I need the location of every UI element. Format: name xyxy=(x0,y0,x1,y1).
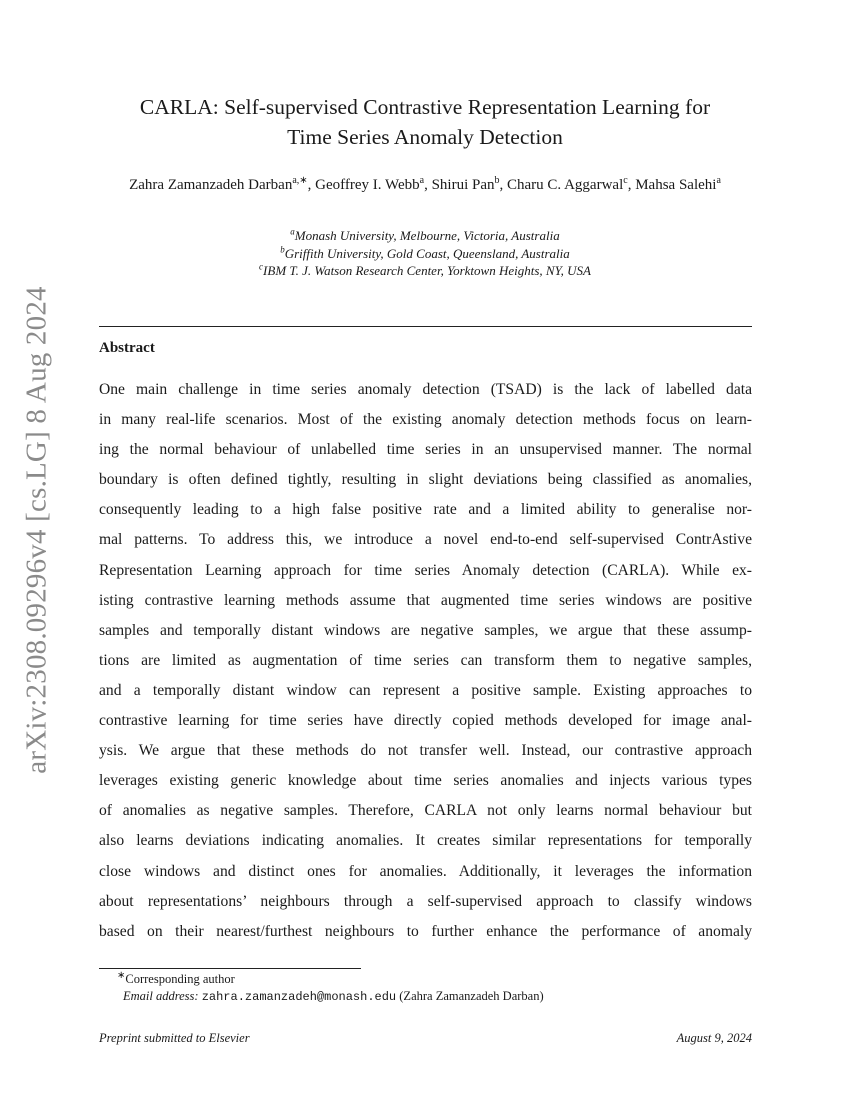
footnote-rule xyxy=(99,968,361,969)
affiliation: $^a$Monash University, Melbourne, Victoria, Australia xyxy=(290,226,560,243)
abstract-heading: Abstract xyxy=(99,340,155,356)
abstract-top-rule xyxy=(99,326,752,327)
affiliation: $^c$IBM T. J. Watson Research Center, Yorktown Heights, NY, USA xyxy=(259,261,591,278)
abstract-line: about representations’ neighbours through a self-supervised approach to classify windows xyxy=(99,892,752,910)
author-list xyxy=(96,175,754,196)
abstract-line: leverages existing generic knowledge about time series anomalies and injects various types xyxy=(99,772,752,790)
author: Zahra Zamanzadeh Darban$^{a,∗}$, xyxy=(129,175,316,193)
abstract-line: of anomalies as negative samples. Therefore, CARLA not only learns normal behaviour but xyxy=(99,802,752,820)
abstract-line: consequently leading to a high false positive rate and a limited ability to generalise nor- xyxy=(99,501,752,519)
abstract-line: ysis. We argue that these methods do not transfer well. Instead, our contrastive approach xyxy=(99,742,752,760)
abstract-line: in many real-life scenarios. Most of the existing anomaly detection methods focus on learn- xyxy=(99,411,752,429)
preprint-date: August 9, 2024 xyxy=(676,1031,752,1045)
abstract-line: isting contrastive learning methods assume that augmented time series windows are positive xyxy=(99,591,752,609)
abstract-line: also learns deviations indicating anomalies. It creates similar representations for temporally xyxy=(99,832,752,850)
abstract-line: ing the normal behaviour of unlabelled time series in an unsupervised manner. The normal xyxy=(99,441,752,459)
paper-title xyxy=(100,92,750,152)
title-line: CARLA: Self-supervised Contrastive Representation Learning for xyxy=(139,95,711,119)
preprint-note: Preprint submitted to Elsevier xyxy=(99,1031,250,1045)
abstract-line: mal patterns. To address this, we introduce a novel end-to-end self-supervised ContrAstive xyxy=(99,531,752,549)
abstract-line: samples and temporally distant windows are negative samples, we argue that these assump- xyxy=(99,621,752,639)
author: Mahsa Salehi$^a$ xyxy=(635,175,721,193)
abstract-line: based on their nearest/furthest neighbours to further enhance the performance of anomaly xyxy=(99,922,752,940)
author-email-link[interactable]: zahra.zamanzadeh@monash.edu xyxy=(201,990,397,1004)
affiliation: $^b$Griffith University, Gold Coast, Queensland, Australia xyxy=(280,244,570,261)
abstract-line: contrastive learning for time series have directly copied methods developed for image anal- xyxy=(99,712,752,730)
affiliation-list xyxy=(100,227,750,280)
author: Charu C. Aggarwal$^c$, xyxy=(507,175,636,193)
abstract-line: Representation Learning approach for time series Anomaly detection (CARLA). While ex- xyxy=(99,561,752,579)
corresponding-author-note: ∗Corresponding author xyxy=(117,969,235,986)
abstract-line: boundary is often defined tightly, resulting in slight deviations being classified as anomalies, xyxy=(99,471,752,489)
abstract-body xyxy=(99,375,752,947)
author: Shirui Pan$^b$, xyxy=(431,175,508,193)
abstract-line: close windows and distinct ones for anomalies. Additionally, it leverages the information xyxy=(99,862,752,880)
email-note: Email address: zahra.zamanzadeh@monash.edu (Zahra Zamanzadeh Darban) xyxy=(123,989,544,1004)
abstract-line: tions are limited as augmentation of time series can transform them to negative samples, xyxy=(99,651,752,669)
author: Geoffrey I. Webb$^a$, xyxy=(315,175,432,193)
title-line: Time Series Anomaly Detection xyxy=(287,125,563,149)
abstract-line: and a temporally distant window can represent a positive sample. Existing approaches to xyxy=(99,681,752,699)
arxiv-identifier-stamp: arXiv:2308.09296v4 [cs.LG] 8 Aug 2024 xyxy=(20,286,53,774)
abstract-line: One main challenge in time series anomaly detection (TSAD) is the lack of labelled data xyxy=(99,381,752,398)
footnote xyxy=(117,971,737,1006)
